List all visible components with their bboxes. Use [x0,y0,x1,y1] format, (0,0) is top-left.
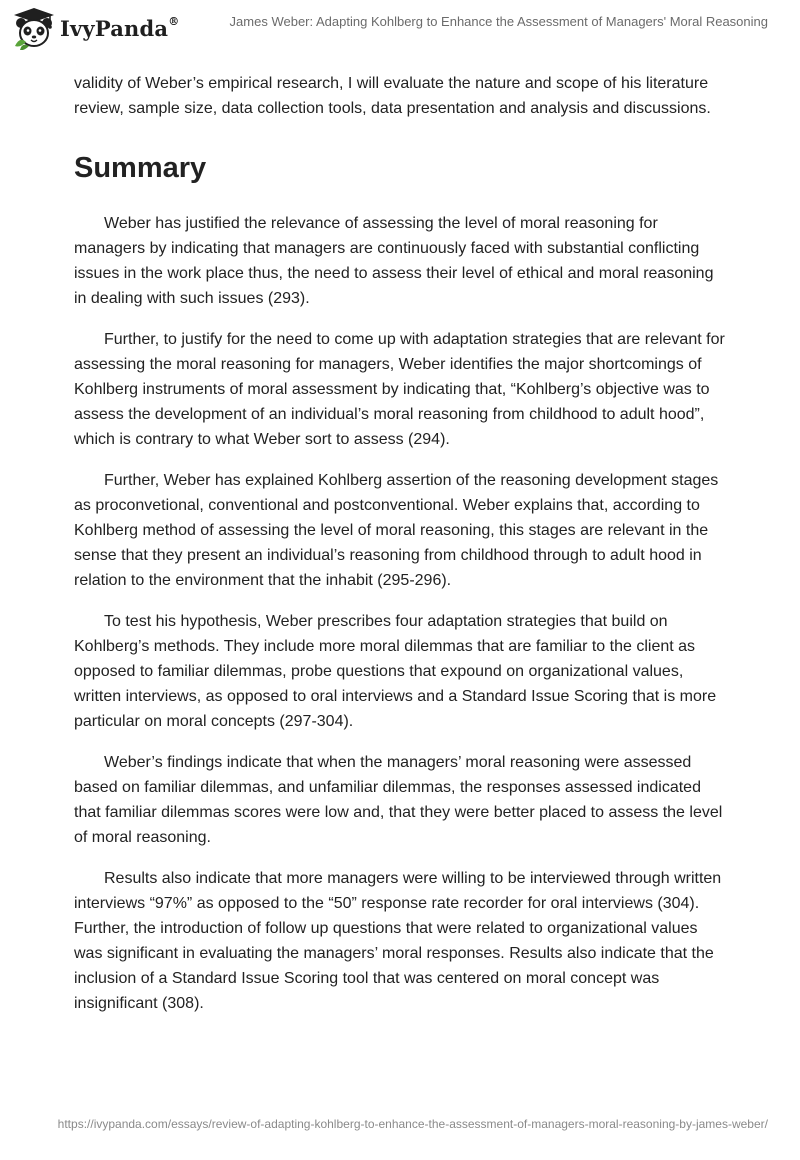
logo-text: IvyPanda® [60,14,180,41]
panda-graduate-icon [12,6,56,50]
document-title: James Weber: Adapting Kohlberg to Enhance the Assessment of Managers' Moral Reasoning [229,14,768,29]
paragraph-6: Results also indicate that more managers were willing to be interviewed through written interviews “97%” as opposed to the “50” response rate recorder for oral interviews (304). Further, the introduction of follow up questions that were related to organizational values was significant in evaluating the managers’ moral responses. Results also indicate that the inclusion of a Standard Issue Scoring tool that was centered on moral concept was insignificant (308). [74,870,722,1012]
section-heading: Summary [74,152,207,184]
registered-mark: ® [168,14,180,28]
source-url[interactable]: https://ivypanda.com/essays/review-of-adapting-kohlberg-to-enhance-the-assessment-of-managers-moral-reasoning-by-james-weber/ [57,1117,768,1131]
intro-paragraph: validity of Weber’s empirical research, I will evaluate the nature and scope of his literature review, sample size, data collection tools, data presentation and analysis and discussions. [74,75,711,117]
paragraph-3: Further, Weber has explained Kohlberg assertion of the reasoning development stages as proconvetional, conventional and postconventional. Weber explains that, according to Kohlberg method of assessing the level of moral reasoning, this stages are relevant in the sense that they present an individual’s reasoning from childhood through to adult hood in relation to the environment that the inhabit (295-296). [74,472,719,589]
page-header [0,0,800,62]
paragraph-5: Weber’s findings indicate that when the managers’ moral reasoning were assessed based on familiar dilemmas, and unfamiliar dilemmas, the responses assessed indicated that familiar dilemmas scores were low and, that they were better placed to assess the level of moral reasoning. [74,754,723,846]
paragraph-4: To test his hypothesis, Weber prescribes four adaptation strategies that build on Kohlberg’s methods. They include more moral dilemmas that are familiar to the client as opposed to familiar dilemmas, probe questions that expound on organizational values, written interviews, as opposed to oral interviews and a Standard Issue Scoring that is more particular on moral concepts (297-304). [74,613,717,730]
ivypanda-logo[interactable] [12,6,179,50]
paragraph-2: Further, to justify for the need to come up with adaptation strategies that are relevant for assessing the moral reasoning for managers, Weber identifies the major shortcomings of Kohlberg instruments of moral assessment by indicating that, “Kohlberg’s objective was to assess the development of an individual’s moral reasoning from childhood to adult hood”, which is contrary to what Weber sort to assess (294). [74,331,725,448]
paragraph-1: Weber has justified the relevance of assessing the level of moral reasoning for managers by indicating that managers are continuously faced with substantial conflicting issues in the work place thus, the need to assess their level of ethical and moral reasoning in dealing with such issues (293). [74,215,714,307]
essay-content [74,71,728,1032]
